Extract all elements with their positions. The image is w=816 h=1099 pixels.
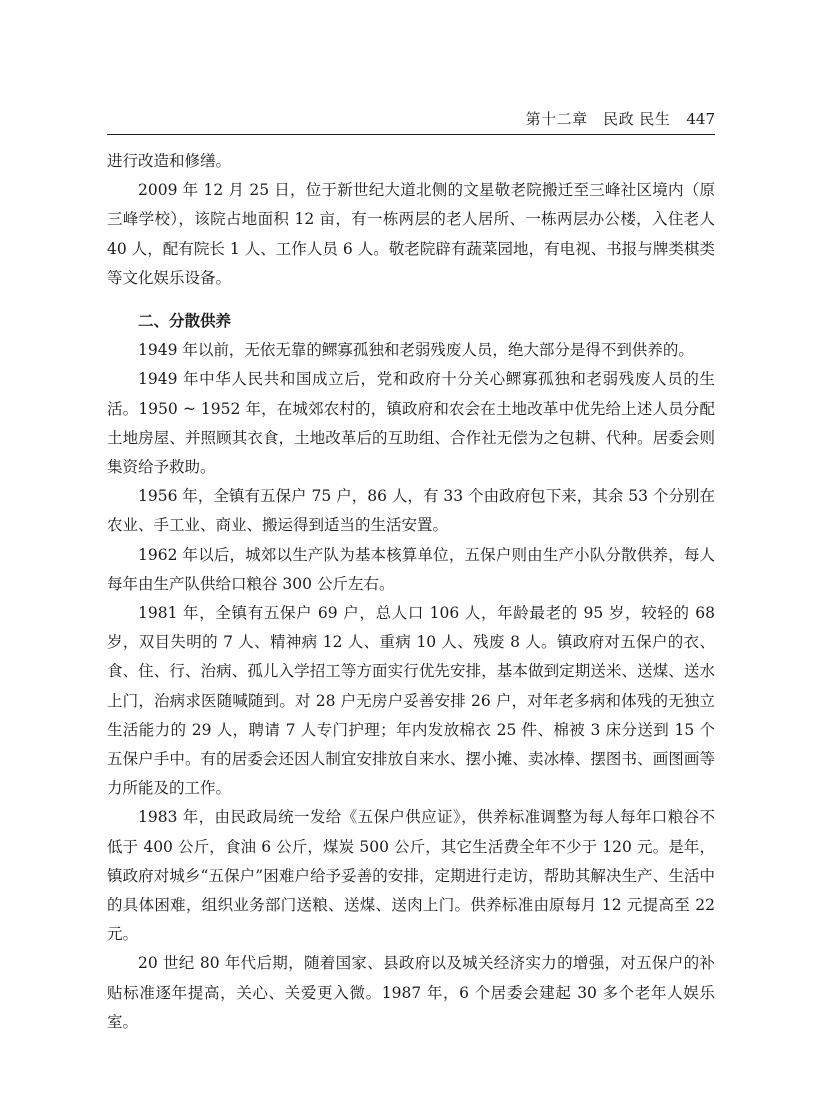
- paragraph: 20 世纪 80 年代后期，随着国家、县政府以及城关经济实力的增强，对五保户的补贴标准逐年提高，关心、关爱更入微。1987 年，6 个居委会建起 30 多个老年人娱乐室。: [107, 954, 715, 1031]
- paragraph: 1949 年中华人民共和国成立后，党和政府十分关心鳏寡孤独和老弱残废人员的生活。1950 ~ 1952 年，在城郊农村的，镇政府和农会在土地改革中优先给上述人员分配土地房屋、并照顾其衣食，土地改革后的互助组、合作社无偿为之包耕、代种。居委会则集资给予救助。: [107, 370, 715, 477]
- running-header: [107, 108, 715, 135]
- paragraph: 1983 年，由民政局统一发给《五保户供应证》，供养标准调整为每人每年口粮谷不低于 400 公斤，食油 6 公斤，煤炭 500 公斤，其它生活费全年不少于 120 元。是年，镇政府对城乡“五保户”困难户给予妥善的安排，定期进行走访，帮助其解决生产、生活中的具体困难，组织业务部门送粮、送煤、送肉上门。供养标准由原每月 12 元提高至 22 元。: [107, 808, 715, 944]
- paragraph: 1962 年以后，城郊以生产队为基本核算单位，五保户则由生产小队分散供养，每人每年由生产队供给口粮谷 300 公斤左右。: [107, 545, 715, 593]
- paragraph: 2009 年 12 月 25 日，位于新世纪大道北侧的文星敬老院搬迁至三峰社区境内（原三峰学校），该院占地面积 12 亩，有一栋两层的老人居所、一栋两层办公楼，入住老人 40 人，配有院长 1 人、工作人员 6 人。敬老院辟有蔬菜园地，有电视、书报与牌类棋类等文化娱乐设备。: [107, 181, 715, 287]
- paragraph: 1949 年以前，无依无靠的鳏寡孤独和老弱残废人员，绝大部分是得不到供养的。: [138, 341, 694, 360]
- section-heading: 二、分散供养: [138, 312, 232, 331]
- paragraph: 1956 年，全镇有五保户 75 户，86 人，有 33 个由政府包下来，其余 53 个分别在农业、手工业、商业、搬运得到适当的生活安置。: [107, 487, 715, 535]
- page-number: 447: [686, 110, 715, 128]
- document-page: [107, 108, 715, 1037]
- chapter-title: 第十二章 民政 民生: [525, 110, 671, 128]
- body-text: [107, 147, 715, 1037]
- paragraph: 进行改造和修缮。: [107, 152, 232, 170]
- paragraph: 1981 年，全镇有五保户 69 户，总人口 106 人，年龄最老的 95 岁，较轻的 68 岁，双目失明的 7 人、精神病 12 人、重病 10 人、残废 8 人。镇政府对五保户的衣、食、住、行、治病、孤儿入学招工等方面实行优先安排，基本做到定期送米、送煤、送水上门，治病求医随喊随到。对 28 户无房户妥善安排 26 户，对年老多病和体残的无独立生活能力的 29 人，聘请 7 人专门护理；年内发放棉衣 25 件、棉被 3 床分送到 15 个五保户手中。有的居委会还因人制宜安排放自来水、摆小摊、卖冰棒、摆图书、画图画等力所能及的工作。: [107, 604, 715, 798]
